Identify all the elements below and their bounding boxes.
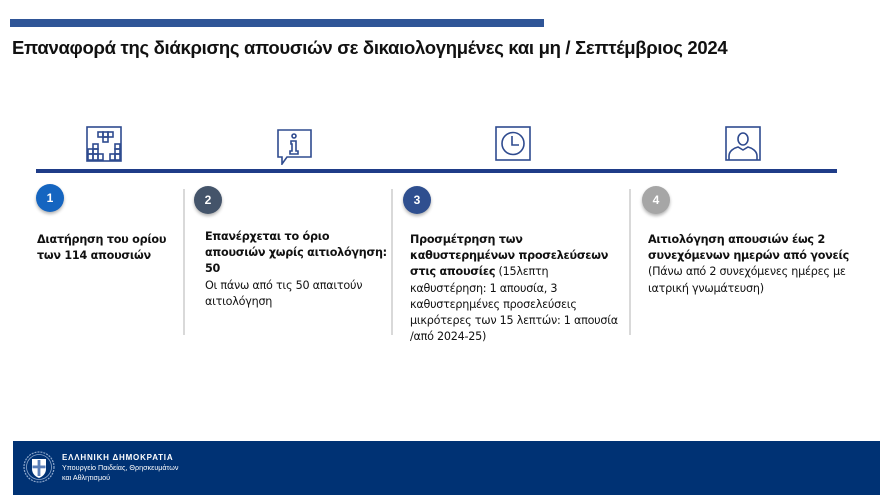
step-3-heading: Προσμέτρηση των καθυστερημένων προσελεύσεων στις απουσίες [410,233,609,279]
clock-icon [495,126,531,162]
step-3-detail: (15λεπτη καθυστέρηση: 1 απουσία, 3 καθυστερημένες προσελεύσεις μικρότερες των 15 λεπτών: 1 απουσία /από 2024-25) [410,265,618,344]
timeline-line [36,169,837,173]
divider [391,189,393,335]
step-badge-4: 4 [642,186,670,214]
footer [13,441,880,495]
user-icon [725,126,761,162]
step-2-text [205,229,391,310]
step-badge-3: 3 [403,186,431,214]
step-2-heading: Επανέρχεται το όριο απουσιών χωρίς αιτιολόγηση: 50 [205,230,387,276]
accent-bar [10,19,544,27]
step-4-text [648,232,858,297]
step-badge-2: 2 [194,186,222,214]
step-badge-1: 1 [36,184,64,212]
divider [183,189,185,335]
footer-ministry-line2: και Αθλητισμού [62,473,111,482]
step-2-detail: Οι πάνω από τις 50 απαιτούν αιτιολόγηση [205,278,363,308]
footer-title: ΕΛΛΗΝΙΚΗ ΔΗΜΟΚΡΑΤΙΑ [62,453,174,462]
puzzle-blocks-icon [86,126,122,162]
step-4-detail: (Πάνω από 2 συνεχόμενες ημέρες με ιατρική γνωμάτευση) [648,265,846,295]
info-speech-icon [277,129,313,165]
step-1-text [37,232,177,264]
page-title: Επαναφορά της διάκρισης απουσιών σε δικαιολογημένες και μη / Σεπτέμβριος 2024 [12,37,728,58]
step-4-heading: Αιτιολόγηση απουσιών έως 2 συνεχόμενων ημερών από γονείς [648,233,850,263]
footer-ministry-line1: Υπουργείο Παιδείας, Θρησκευμάτων [62,463,179,472]
step-1-heading: Διατήρηση του ορίου των 114 απουσιών [37,233,167,263]
greek-emblem-icon [23,451,55,483]
divider [629,189,631,335]
step-3-text [410,232,620,345]
